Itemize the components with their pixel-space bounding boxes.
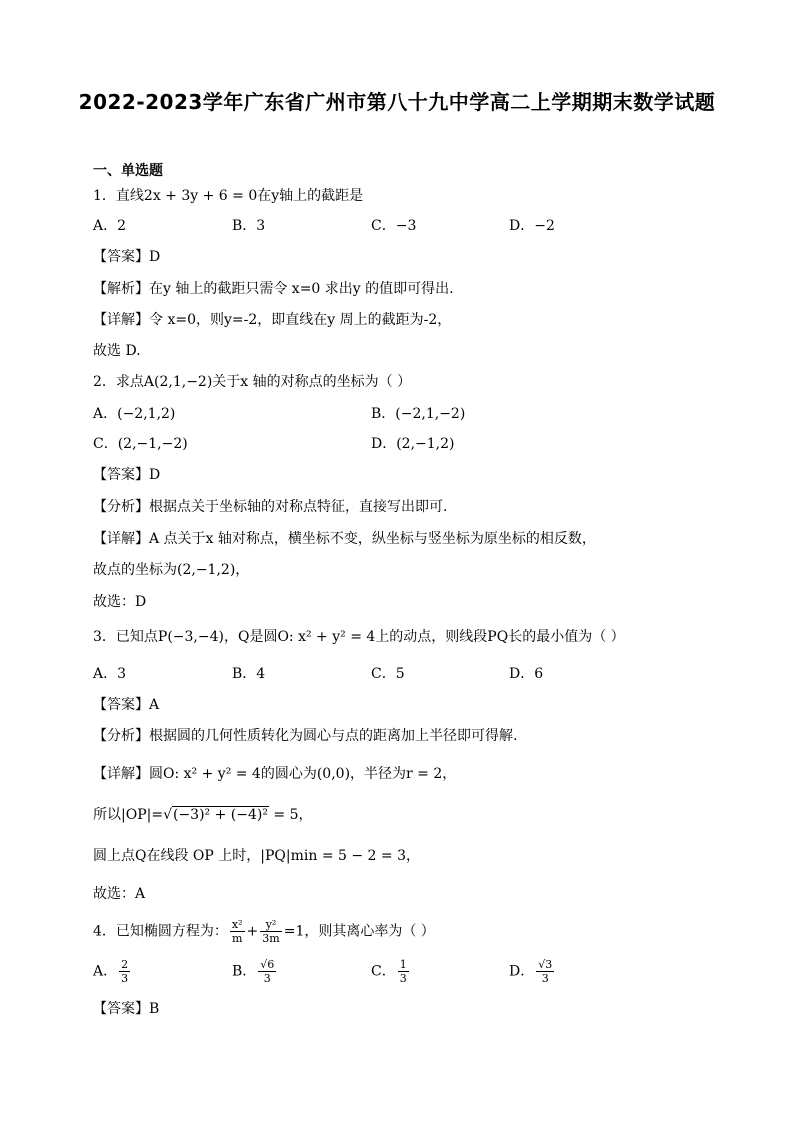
q3-option-c: C．5 — [371, 666, 405, 682]
q4-option-a — [93, 958, 132, 985]
q2-choose: 故选：D — [93, 594, 147, 610]
q4-option-b — [232, 958, 278, 985]
q4-option-d-den: 3 — [541, 972, 549, 985]
q2-analysis: 【分析】根据点关于坐标轴的对称点特征，直接写出即可. — [93, 499, 448, 515]
q2-option-b: B．(−2,1,−2) — [371, 406, 466, 422]
q4-option-b-fraction — [258, 958, 276, 985]
sqrt-sign: √ — [163, 807, 172, 823]
q4-option-b-num: √6 — [260, 958, 275, 971]
document-title: 2022-2023学年广东省广州市第八十九中学高二上学期期末数学试题 — [78, 90, 716, 114]
q4-option-d-num: √3 — [538, 958, 553, 971]
q1-answer: 【答案】D — [93, 249, 161, 265]
q4-answer: 【答案】B — [93, 1001, 160, 1017]
q4-option-b-den: 3 — [263, 972, 271, 985]
q4-stem-prefix: 4．已知椭圆方程为： — [93, 923, 228, 940]
q4-fraction-x-num: x² — [231, 918, 243, 931]
q4-option-c — [371, 958, 411, 985]
q4-option-c-den: 3 — [399, 972, 407, 985]
q4-option-a-den: 3 — [121, 972, 129, 985]
q4-fraction-x-den: m — [232, 932, 243, 945]
q3-detail: 【详解】圆O: x² + y² = 4的圆心为(0,0)，半径为r = 2， — [93, 766, 457, 782]
q3-detail-2-radicand: (−3)² + (−4)² — [172, 807, 268, 823]
q4-stem-suffix: =1，则其离心率为（ ） — [283, 923, 435, 940]
q3-analysis: 【分析】根据圆的几何性质转化为圆心与点的距离加上半径即可得解. — [93, 728, 518, 744]
q3-choose: 故选：A — [93, 886, 146, 902]
q3-detail-2-prefix: 所以|OP|= — [93, 807, 164, 823]
q2-detail-2: 故点的坐标为(2,−1,2)， — [93, 562, 250, 578]
q1-option-c: C．−3 — [371, 218, 417, 234]
q2-option-d: D．(2,−1,2) — [371, 436, 455, 452]
q4-option-c-num: 1 — [399, 958, 407, 971]
q3-answer: 【答案】A — [93, 697, 160, 713]
q4-option-c-label: C． — [371, 963, 396, 980]
q2-option-a: A．(−2,1,2) — [93, 406, 176, 422]
q3-stem: 3．已知点P(−3,−4)，Q是圆O: x² + y² = 4上的动点，则线段PQ长的最小值为（ ） — [93, 629, 625, 645]
q4-option-a-label: A． — [93, 963, 118, 980]
q4-option-d — [509, 958, 556, 985]
q4-option-a-num: 2 — [121, 958, 129, 971]
q3-detail-2-suffix: = 5， — [268, 807, 313, 823]
q4-option-b-label: B． — [232, 963, 257, 980]
q4-option-c-fraction — [398, 958, 409, 985]
q3-option-a: A．3 — [93, 666, 127, 682]
q4-fraction-y-den: 3m — [262, 932, 280, 945]
section-heading: 一、单选题 — [93, 163, 163, 179]
q3-detail-3: 圆上点Q在线段 OP 上时，|PQ|min = 5 − 2 = 3， — [93, 848, 420, 864]
q1-option-b: B．3 — [232, 218, 266, 234]
q4-option-d-fraction — [536, 958, 554, 985]
q2-stem: 2．求点A(2,1,−2)关于x 轴的对称点的坐标为（ ） — [93, 374, 412, 390]
q4-fraction-y — [260, 918, 281, 945]
q4-stem — [93, 918, 435, 945]
q4-fraction-y-num: y² — [260, 918, 281, 932]
q4-option-a-fraction — [119, 958, 130, 985]
q3-option-d: D．6 — [509, 666, 544, 682]
q1-analysis: 【解析】在y 轴上的截距只需令 x=0 求出y 的值即可得出. — [93, 281, 454, 297]
q2-detail: 【详解】A 点关于x 轴对称点，横坐标不变，纵坐标与竖坐标为原坐标的相反数， — [93, 531, 596, 547]
q1-choose: 故选 D. — [93, 343, 141, 359]
q3-detail-2 — [93, 805, 313, 825]
q2-answer: 【答案】D — [93, 467, 161, 483]
q3-option-b: B．4 — [232, 666, 266, 682]
q1-detail: 【详解】令 x=0，则y=-2，即直线在y 周上的截距为-2， — [93, 312, 452, 328]
q1-option-a: A．2 — [93, 218, 127, 234]
q4-plus: + — [246, 923, 259, 940]
q4-option-d-label: D． — [509, 963, 535, 980]
q1-option-d: D．−2 — [509, 218, 555, 234]
q1-stem: 1．直线2x + 3y + 6 = 0在y轴上的截距是 — [93, 188, 364, 204]
q4-fraction-x — [230, 918, 245, 945]
q2-option-c: C．(2,−1,−2) — [93, 436, 188, 452]
